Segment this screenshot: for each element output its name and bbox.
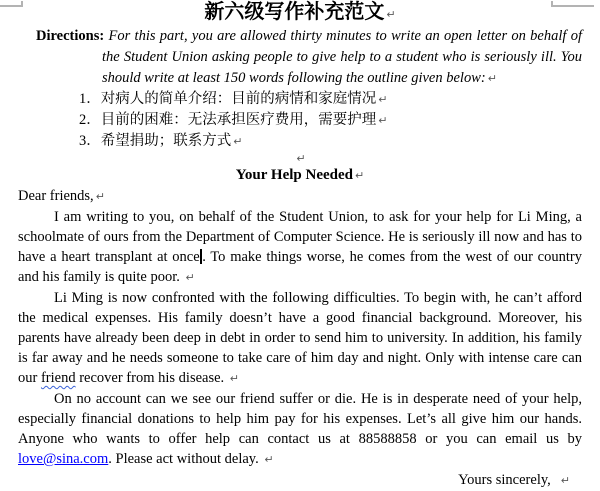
outline-item-1 bbox=[18, 89, 582, 110]
paragraph-mark: ↵ bbox=[378, 114, 388, 127]
paragraph-mark: ↵ bbox=[560, 474, 570, 487]
paragraph-1-text-after-cursor: . To make things worse, he comes from the west of our country and his family is quite poor. bbox=[18, 249, 582, 285]
paragraph-mark: ↵ bbox=[355, 169, 365, 182]
email-hyperlink[interactable]: love@sina.com bbox=[18, 451, 109, 467]
letter-paragraph-2 bbox=[18, 288, 582, 389]
paragraph-mark: ↵ bbox=[378, 93, 388, 106]
salutation-text: Dear friends, bbox=[18, 188, 94, 204]
page-margin-crop-mark-right-vertical bbox=[551, 1, 553, 7]
paragraph-mark: ↵ bbox=[264, 453, 274, 466]
directions-paragraph bbox=[18, 26, 582, 89]
paragraph-mark: ↵ bbox=[296, 152, 306, 165]
paragraph-mark: ↵ bbox=[185, 271, 195, 284]
outline-item-1-text: 1．对病人的简单介绍：目前的病情和家庭情况 bbox=[79, 91, 377, 107]
grammar-check-underlined-word: friend bbox=[40, 370, 76, 386]
letter-paragraph-3 bbox=[18, 389, 582, 470]
document-title bbox=[18, 1, 582, 26]
paragraph-3-text-before-link: On no account can we see our friend suffer or die. He is in desperate need of your help, especially financial donations to help him pay for his expenses. Let’s all give him our hands. Anyone who wants to offer help can contact us at 88588858 or you can email us by bbox=[18, 391, 582, 447]
document-title-text: 新六级写作补充范文 bbox=[204, 1, 385, 23]
paragraph-mark: ↵ bbox=[487, 72, 497, 85]
outline-item-3 bbox=[18, 131, 582, 152]
paragraph-2-text-after: recover from his disease. bbox=[75, 370, 228, 386]
paragraph-mark: ↵ bbox=[229, 372, 240, 385]
letter-heading bbox=[18, 165, 582, 186]
paragraph-mark: ↵ bbox=[233, 135, 243, 148]
page-margin-crop-mark-left-vertical bbox=[21, 1, 23, 7]
paragraph-mark: ↵ bbox=[95, 190, 105, 203]
letter-closing bbox=[18, 470, 582, 491]
word-document-page[interactable] bbox=[0, 1, 600, 488]
outline-item-2-text: 2．目前的困难：无法承担医疗费用，需要护理 bbox=[79, 112, 377, 128]
page-margin-crop-mark-left bbox=[0, 5, 22, 7]
directions-text: For this part, you are allowed thirty minutes to write an open letter on behalf of the Student Union asking people to give help to a student who is seriously ill. You should write at least 150 words following the outline given below: bbox=[102, 28, 582, 86]
paragraph-2-text-before: Li Ming is now confronted with the following difficulties. To begin with, he can’t afford the medical expenses. His family doesn’t have a good financial background. Moreover, his parents have already been deep in debt in order to send him to university. In addition, his family is far away and he needs someone to take care of him day and night. Only with intense care can our bbox=[18, 290, 582, 386]
page-margin-crop-mark-right bbox=[552, 5, 594, 7]
directions-label: Directions: bbox=[36, 28, 105, 44]
letter-heading-text: Your Help Needed bbox=[235, 167, 353, 183]
letter-paragraph-1 bbox=[18, 207, 582, 288]
paragraph-mark: ↵ bbox=[386, 8, 396, 21]
outline-item-3-text: 3．希望捐助；联系方式 bbox=[79, 133, 232, 149]
closing-text: Yours sincerely, bbox=[458, 472, 551, 488]
letter-salutation bbox=[18, 186, 582, 207]
paragraph-1-text-before-cursor: I am writing to you, on behalf of the Student Union, to ask for your help for Li Ming, a schoolmate of ours from the Department of Computer Science. He is seriously ill now and has to have a heart transplant at once bbox=[18, 209, 582, 265]
empty-paragraph bbox=[18, 152, 582, 165]
outline-item-2 bbox=[18, 110, 582, 131]
paragraph-3-text-after-link: . Please act without delay. bbox=[108, 451, 263, 467]
